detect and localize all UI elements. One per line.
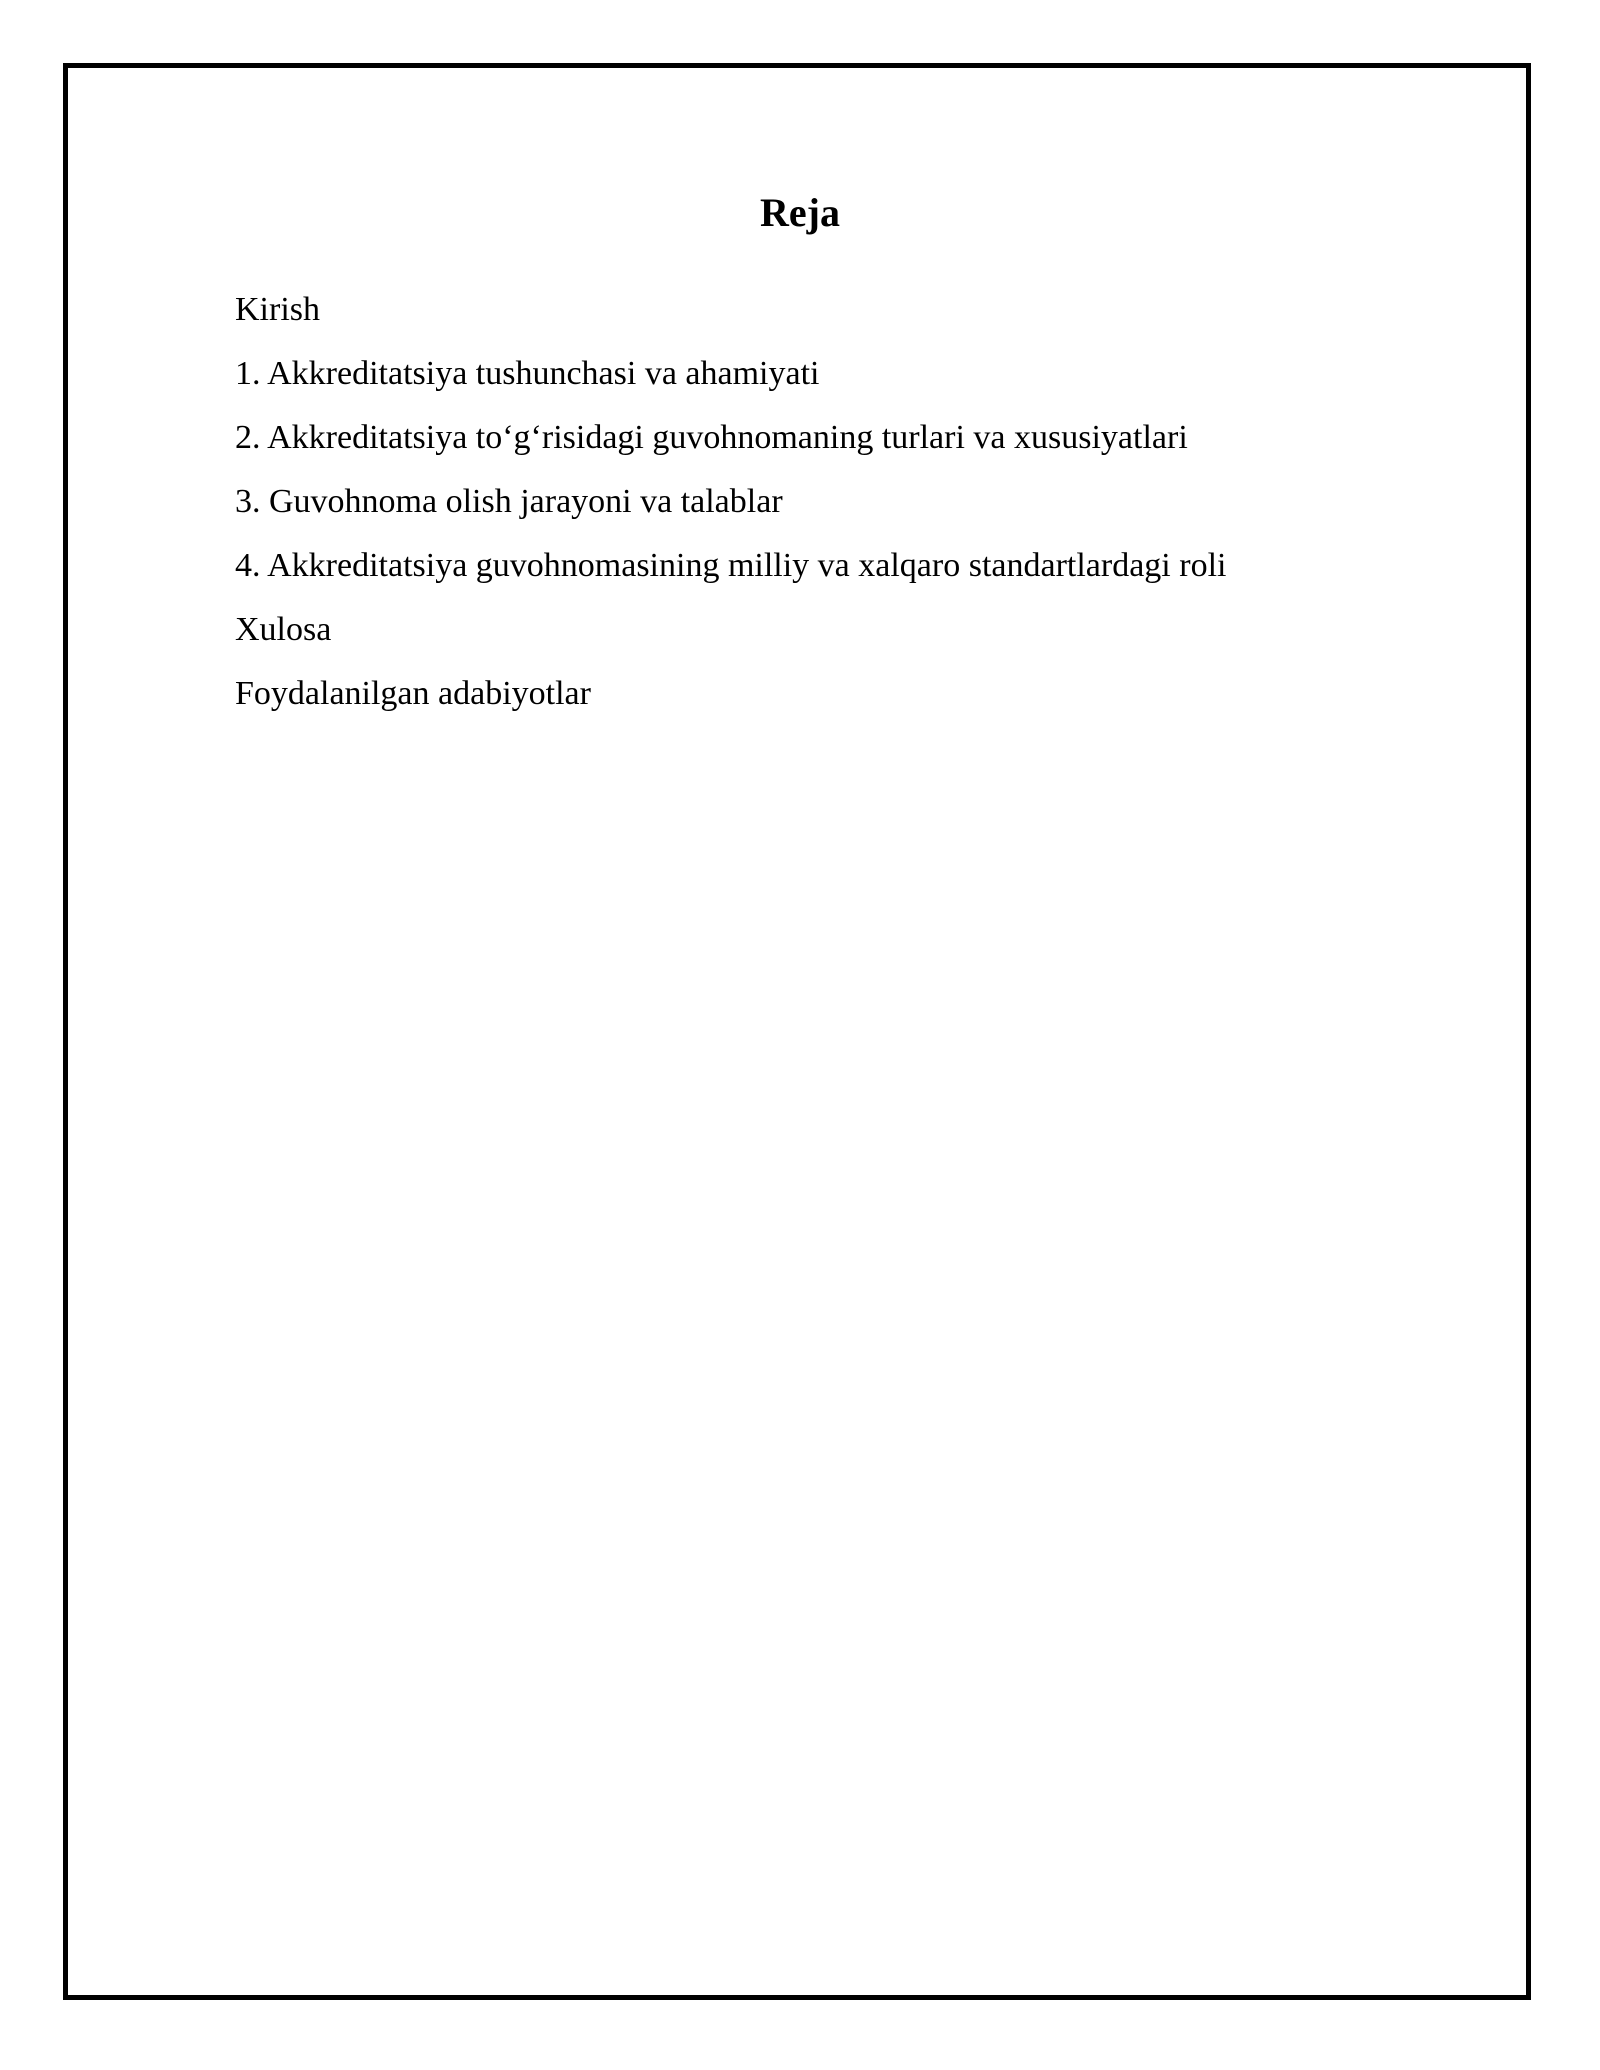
toc-item-references: Foydalanilgan adabiyotlar xyxy=(235,675,591,712)
toc-item-section-4: 4. Akkreditatsiya guvohnomasining milliy va xalqaro standartlardagi roli xyxy=(235,547,1227,584)
toc-item-section-1: 1. Akkreditatsiya tushunchasi va ahamiyati xyxy=(235,355,820,392)
toc-item-section-2: 2. Akkreditatsiya to‘g‘risidagi guvohnomaning turlari va xususiyatlari xyxy=(235,419,1188,456)
toc-item-section-3: 3. Guvohnoma olish jarayoni va talablar xyxy=(235,483,783,520)
page-title: Reja xyxy=(760,190,840,235)
table-of-contents xyxy=(235,290,1226,738)
toc-item-conclusion: Xulosa xyxy=(235,611,332,648)
toc-item-introduction: Kirish xyxy=(235,291,320,328)
